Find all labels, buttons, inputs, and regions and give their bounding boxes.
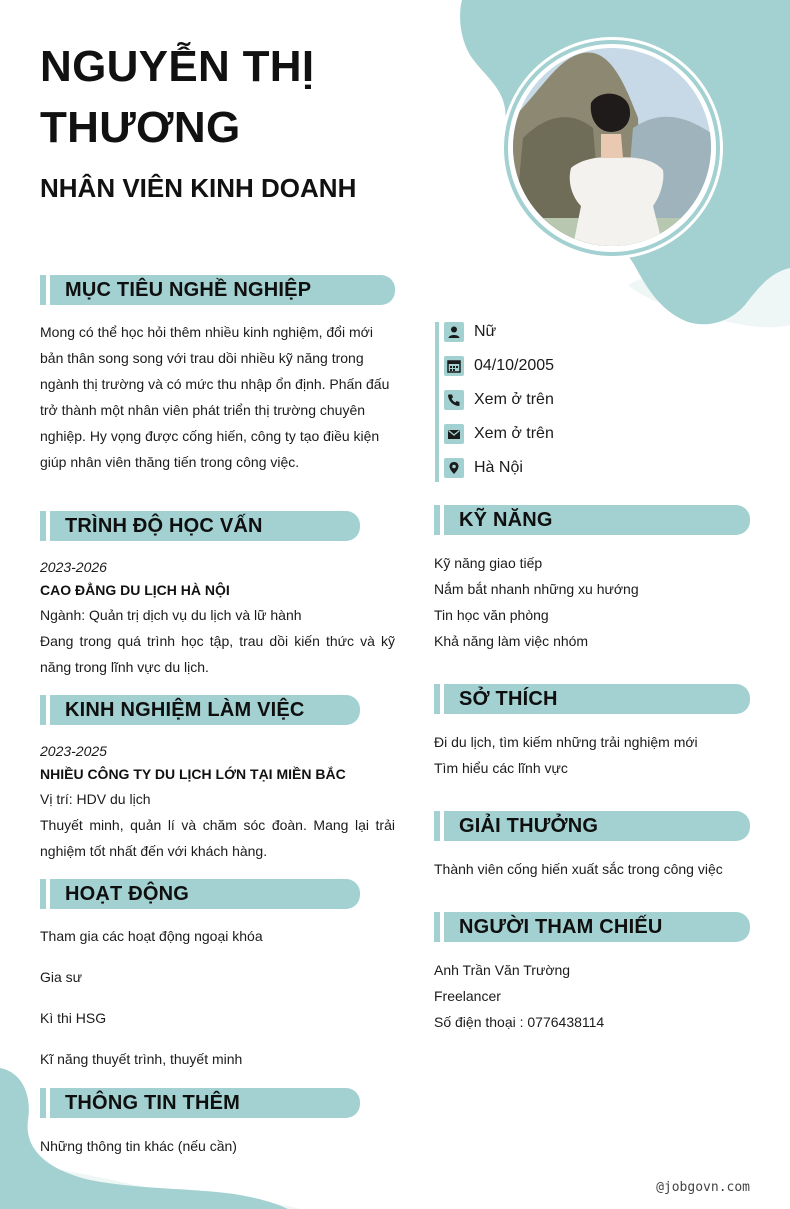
experience-company: NHIỀU CÔNG TY DU LỊCH LỚN TẠI MIỀN BẮC (40, 766, 346, 782)
experience-description: Thuyết minh, quản lí và chăm sóc đoàn. Mang lại trải nghiệm tốt nhất đến với khách hàng. (40, 817, 395, 859)
location-icon (444, 458, 464, 478)
section-bar (434, 811, 440, 841)
section-header-experience (40, 695, 360, 725)
calendar-icon (444, 356, 464, 376)
contact-value: Xem ở trên (474, 425, 554, 442)
section-bar (434, 684, 440, 714)
profile-photo (513, 48, 711, 246)
watermark: @jobgovn.com (656, 1180, 750, 1195)
list-item: Kĩ năng thuyết trình, thuyết minh (40, 1051, 243, 1067)
section-title: MỤC TIÊU NGHỀ NGHIỆP (50, 275, 395, 305)
education-period: 2023-2026 (40, 559, 107, 575)
list-item: Kỹ năng giao tiếp (434, 555, 543, 571)
mail-icon (444, 424, 464, 444)
contact-row-phone (444, 389, 554, 411)
section-header-skills (434, 505, 750, 535)
contact-row-email (444, 423, 554, 445)
contact-bar (435, 322, 439, 482)
section-title: THÔNG TIN THÊM (50, 1088, 360, 1118)
experience-period: 2023-2025 (40, 743, 107, 759)
education-major: Ngành: Quản trị dịch vụ du lịch và lữ hành (40, 607, 302, 623)
person-icon (444, 322, 464, 342)
contact-value: Hà Nội (474, 459, 523, 476)
candidate-name-line-1: NGUYỄN THỊ (40, 42, 315, 91)
section-header-awards (434, 811, 750, 841)
experience-position: Vị trí: HDV du lịch (40, 791, 151, 807)
section-bar (434, 912, 440, 942)
contact-row-location (444, 457, 523, 479)
list-item: Freelancer (434, 988, 501, 1004)
section-bar (434, 505, 440, 535)
section-title: SỞ THÍCH (444, 684, 750, 714)
activities-list (40, 916, 395, 1080)
section-bar (40, 275, 46, 305)
section-header-activities (40, 879, 360, 909)
list-item: Anh Trần Văn Trường (434, 962, 571, 978)
list-item: Tham gia các hoạt động ngoại khóa (40, 928, 263, 944)
job-title: NHÂN VIÊN KINH DOANH (40, 173, 357, 203)
list-item: Nắm bắt nhanh những xu hướng (434, 581, 639, 597)
list-item: Thành viên cống hiến xuất sắc trong công việc (434, 861, 723, 877)
section-title: TRÌNH ĐỘ HỌC VẤN (50, 511, 360, 541)
objective-text: Mong có thể học hỏi thêm nhiều kinh nghiệm, đổi mới bản thân song song với trau dồi nhiều kỹ năng trong ngành thị trường và có mức thu nhập ổn định. Phấn đấu trở thành một nhân viên phát triển thị trường chuyên nghiệp. Hy vọng được cống hiến, công ty tạo điều kiện giúp nhân viên thăng tiến trong công việc. (40, 324, 390, 470)
section-title: HOẠT ĐỘNG (50, 879, 360, 909)
list-item: Kì thi HSG (40, 1010, 107, 1026)
section-title: KINH NGHIỆM LÀM VIỆC (50, 695, 360, 725)
list-item: Số điện thoại : 0776438114 (434, 1014, 605, 1030)
candidate-name-line-2: THƯƠNG (40, 103, 241, 152)
contact-row-birthday (444, 355, 554, 377)
list-item: Tin học văn phòng (434, 607, 549, 623)
contact-value: 04/10/2005 (474, 357, 555, 374)
candidate-name (40, 36, 440, 158)
awards-list (434, 856, 750, 882)
section-bar (40, 879, 46, 909)
list-item: Gia sư (40, 969, 83, 985)
education-school: CAO ĐẲNG DU LỊCH HÀ NỘI (40, 582, 230, 598)
section-title: NGƯỜI THAM CHIẾU (444, 912, 750, 942)
list-item: Đi du lịch, tìm kiếm những trải nghiệm mới (434, 734, 698, 750)
contact-value: Xem ở trên (474, 391, 554, 408)
extra-text: Những thông tin khác (nếu cần) (40, 1138, 237, 1154)
section-bar (40, 695, 46, 725)
list-item: Tìm hiểu các lĩnh vực (434, 760, 568, 776)
section-title: KỸ NĂNG (444, 505, 750, 535)
hobbies-list (434, 729, 750, 781)
skills-list (434, 550, 750, 654)
references-list (434, 957, 750, 1035)
section-bar (40, 511, 46, 541)
phone-icon (444, 390, 464, 410)
section-title: GIẢI THƯỞNG (444, 811, 750, 841)
contact-value: Nữ (474, 323, 497, 340)
section-header-objective (40, 275, 395, 305)
contact-row-gender (444, 321, 496, 343)
education-description: Đang trong quá trình học tập, trau dồi kiến thức và kỹ năng trong lĩnh vực du lịch. (40, 633, 395, 675)
section-bar (40, 1088, 46, 1118)
list-item: Khả năng làm việc nhóm (434, 633, 589, 649)
section-header-education (40, 511, 360, 541)
section-header-references (434, 912, 750, 942)
section-header-hobbies (434, 684, 750, 714)
section-header-extra (40, 1088, 360, 1118)
